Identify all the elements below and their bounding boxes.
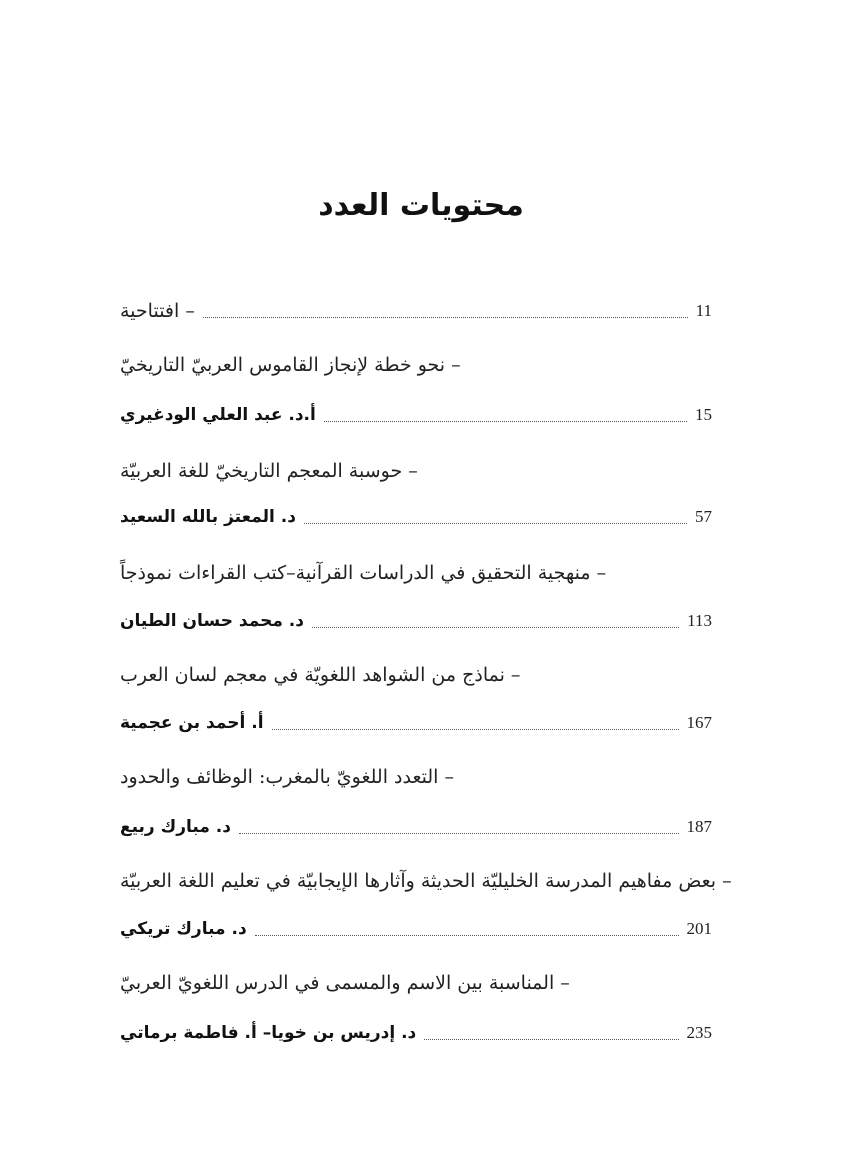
toc-entry-opening[interactable] [120, 286, 712, 326]
entry-topic: – نماذج من الشواهد اللغويّة في معجم لسان العرب [120, 664, 521, 686]
leader-dots [255, 934, 679, 936]
entry-author: أ.د. عبد العلي الودغيري [120, 405, 316, 425]
entry-author: د. مبارك تريكي [120, 919, 247, 939]
leader-dots [304, 522, 687, 524]
entry-topic: – المناسبة بين الاسم والمسمى في الدرس اللغويّ العربيّ [120, 972, 570, 994]
page-number: 113 [687, 611, 712, 630]
entry-author: د. المعتز بالله السعيد [120, 507, 296, 527]
leader-dots [324, 420, 687, 422]
page-number: 57 [695, 507, 712, 526]
page-number: 235 [686, 1023, 712, 1042]
toc-entry-topic[interactable] [120, 958, 712, 998]
page-number: 15 [695, 405, 712, 424]
leader-dots [312, 626, 679, 628]
page-number: 187 [686, 817, 712, 836]
toc-entry-topic[interactable] [120, 548, 712, 588]
entry-author: أ. أحمد بن عجمية [120, 713, 264, 733]
entry-topic: – التعدد اللغويّ بالمغرب: الوظائف والحدود [120, 766, 454, 788]
entry-author: د. مبارك ربيع [120, 817, 231, 837]
leader-dots [239, 832, 679, 834]
toc-entry-topic[interactable] [120, 446, 712, 486]
leader-dots [203, 316, 688, 318]
leader-dots [424, 1038, 678, 1040]
toc-entry-author[interactable] [120, 904, 712, 944]
entry-topic: – بعض مفاهيم المدرسة الخليليّة الحديثة وآثارها الإيجابيّة في تعليم اللغة العربيّة [120, 870, 732, 892]
leader-dots [272, 728, 679, 730]
toc-entry-topic[interactable] [120, 650, 712, 690]
toc-entry-topic[interactable] [120, 856, 732, 896]
toc-entry-author[interactable] [120, 1008, 712, 1048]
toc-entry-topic[interactable] [120, 340, 712, 380]
toc-entry-author[interactable] [120, 390, 712, 430]
entry-author: د. إدريس بن خويا– أ. فاطمة برماتي [120, 1023, 417, 1043]
toc-entry-topic[interactable] [120, 752, 712, 792]
entry-topic: – نحو خطة لإنجاز القاموس العربيّ التاريخيّ [120, 354, 461, 376]
entry-author: د. محمد حسان الطيان [120, 611, 304, 631]
entry-topic: – افتتاحية [120, 300, 195, 322]
page-number: 11 [695, 301, 712, 320]
page-title: محتويات العدد [318, 188, 524, 223]
page-number: 167 [686, 713, 712, 732]
toc-entry-author[interactable] [120, 802, 712, 842]
entry-topic: – منهجية التحقيق في الدراسات القرآنية–كتب القراءات نموذجاً [120, 562, 607, 584]
entry-topic: – حوسبة المعجم التاريخيّ للغة العربيّة [120, 460, 418, 482]
toc-entry-author[interactable] [120, 596, 712, 636]
toc-entry-author[interactable] [120, 698, 712, 738]
page-number: 201 [686, 919, 712, 938]
toc-entry-author[interactable] [120, 492, 712, 532]
